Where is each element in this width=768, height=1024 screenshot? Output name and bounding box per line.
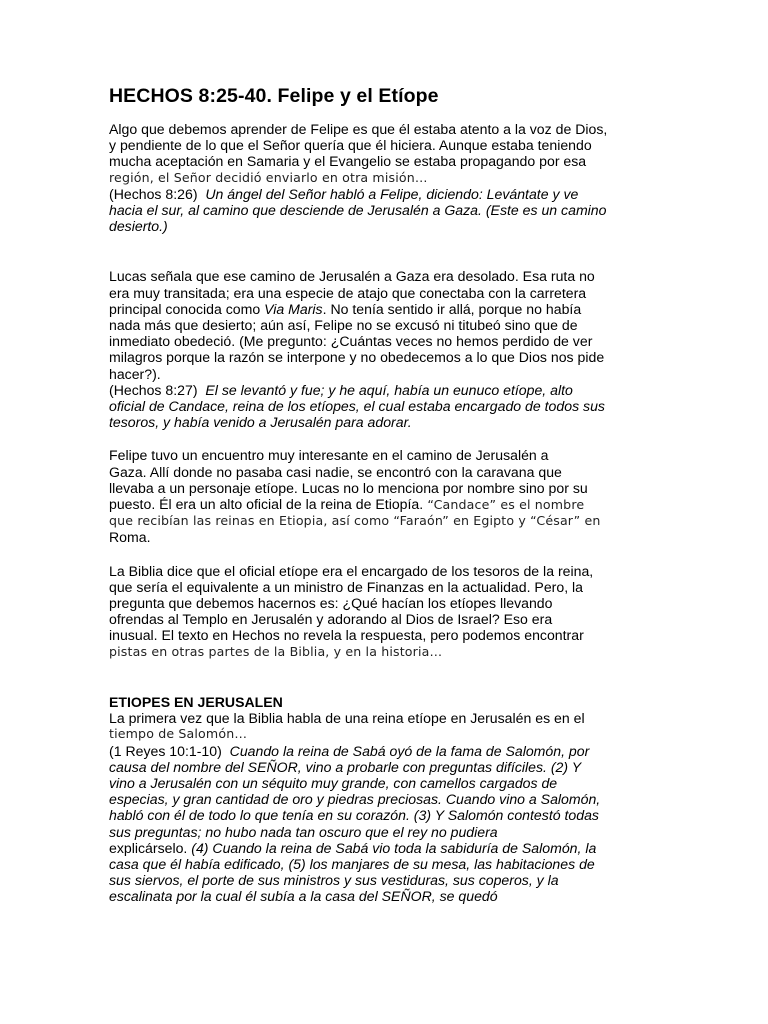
text-line: ofrendas al Templo en Jerusalén y adorando al Dios de Israel? Eso era bbox=[109, 611, 553, 628]
scripture-reference: (Hechos 8:26) bbox=[109, 185, 198, 202]
scripture-quote: sus preguntas; no hubo nada tan oscuro que el rey no pudiera bbox=[109, 823, 498, 840]
text-line: La Biblia dice que el oficial etíope era el encargado de los tesoros de la reina, bbox=[109, 562, 594, 579]
scripture-quote: desierto.) bbox=[109, 218, 168, 235]
text-line: llevaba a un personaje etíope. Lucas no lo menciona por nombre sino por su bbox=[109, 479, 588, 496]
paragraph-intro bbox=[109, 121, 661, 234]
scripture-line bbox=[109, 382, 661, 398]
scripture-quote: vino a Jerusalén con un séquito muy grande, con camellos cargados de bbox=[109, 774, 558, 791]
text-line: Gaza. Allí donde no pasaba casi nadie, se encontró con la caravana que bbox=[109, 463, 562, 480]
scripture-quote bbox=[109, 840, 661, 856]
scripture-reference: (1 Reyes 10:1-10) bbox=[109, 742, 222, 759]
scripture-quote: oficial de Candace, reina de los etíopes, el cual estaba encargado de todos sus bbox=[109, 398, 605, 415]
scripture-line bbox=[109, 743, 661, 759]
scripture-quote: Un ángel del Señor habló a Felipe, diciendo: Levántate y ve bbox=[205, 185, 579, 202]
text-span: casa que él había edificado, bbox=[109, 855, 285, 872]
section-ethiopians bbox=[109, 694, 661, 905]
text-line: que recibían las reinas en Etiopia, así como “Faraón” en Egipto y “César” en bbox=[109, 513, 601, 529]
text-line: era muy transitada; era una especie de atajo que conectaba con la carretera bbox=[109, 284, 587, 301]
text-span: (4) Cuando la reina de Sabá vio toda la sabiduría de Salomón, la bbox=[187, 839, 597, 856]
text-line bbox=[109, 496, 661, 513]
text-line: milagros porque la razón se interpone y no obedecemos a lo que Dios nos pide bbox=[109, 349, 605, 366]
text-line: Roma. bbox=[109, 529, 151, 546]
text-line: y pendiente de lo que el Señor quería que él hiciera. Aunque estaba teniendo bbox=[109, 137, 592, 154]
scripture-reference: (Hechos 8:27) bbox=[109, 381, 198, 398]
text-line bbox=[109, 301, 661, 317]
text-span: puesto. Él era un alto oficial de la reina de Etiopía. bbox=[109, 496, 424, 513]
text-line: Felipe tuvo un encuentro muy interesante en el camino de Jerusalén a bbox=[109, 447, 549, 464]
text-line: pregunta que debemos hacernos es: ¿Qué hacían los etíopes llevando bbox=[109, 595, 553, 612]
text-line: mucha aceptación en Samaria y el Evangelio se estaba propagando por esa bbox=[109, 153, 587, 170]
text-span: principal conocida como bbox=[109, 300, 265, 317]
text-line: Algo que debemos aprender de Felipe es que él estaba atento a la voz de Dios, bbox=[109, 121, 608, 137]
scripture-quote: El se levantó y fue; y he aquí, había un eunuco etíope, alto bbox=[205, 381, 573, 398]
scripture-line bbox=[109, 186, 661, 202]
scripture-quote: habló con él de todo lo que tenía en su corazón. (3) Y Salomón contestó todas bbox=[109, 807, 599, 824]
scripture-quote: Cuando la reina de Sabá oyó de la fama de Salomón, por bbox=[229, 742, 590, 759]
document-page bbox=[109, 84, 661, 905]
text-line: nada más que desierto; aún así, Felipe no se excusó ni titubeó sino que de bbox=[109, 317, 578, 334]
text-line: La primera vez que la Biblia habla de una reina etíope en Jerusalén es en el bbox=[109, 710, 585, 727]
text-line: hacer?). bbox=[109, 365, 161, 382]
section-heading: ETIOPES EN JERUSALEN bbox=[109, 693, 283, 710]
text-line: Lucas señala que ese camino de Jerusalén a Gaza era desolado. Esa ruta no bbox=[109, 268, 595, 285]
scripture-quote: escalinata por la cual él subía a la casa del SEÑOR, se quedó bbox=[109, 888, 498, 905]
text-line: que sería el equivalente a un ministro de Finanzas en la actualidad. Pero, la bbox=[109, 578, 583, 595]
text-span: “Candace” es el nombre bbox=[423, 497, 585, 513]
text-span: explicárselo. bbox=[109, 839, 188, 856]
paragraph-road bbox=[109, 268, 661, 430]
via-maris-term: Via Maris bbox=[264, 300, 323, 317]
text-line: pistas en otras partes de la Biblia, y en la historia… bbox=[109, 643, 443, 659]
scripture-quote: hacia el sur, al camino que desciende de Jerusalén a Gaza. (Este es un camino bbox=[109, 202, 607, 219]
scripture-quote bbox=[109, 856, 661, 872]
page-title: HECHOS 8:25-40. Felipe y el Etíope bbox=[109, 85, 439, 107]
scripture-quote: tesoros, y había venido a Jerusalén para adorar. bbox=[109, 414, 412, 431]
text-line: región, el Señor decidió enviarlo en otra misión… bbox=[109, 169, 428, 185]
paragraph-treasurer bbox=[109, 563, 661, 660]
text-span: (5) los manjares de su mesa, las habitaciones de bbox=[284, 855, 595, 872]
scripture-quote: sus siervos, el porte de sus ministros y sus vestiduras, sus coperos, y la bbox=[109, 872, 559, 889]
paragraph-encounter bbox=[109, 447, 661, 545]
scripture-quote: especias, y gran cantidad de oro y piedras preciosas. Cuando vino a Salomón, bbox=[109, 791, 601, 808]
scripture-quote: causa del nombre del SEÑOR, vino a probarle con preguntas difíciles. (2) Y bbox=[109, 758, 582, 775]
text-line: inmediato obedeció. (Me pregunto: ¿Cuántas veces no hemos perdido de ver bbox=[109, 333, 593, 350]
text-span: . No tenía sentido ir allá, porque no había bbox=[322, 300, 582, 317]
text-line: inusual. El texto en Hechos no revela la respuesta, pero podemos encontrar bbox=[109, 627, 584, 644]
text-line: tiempo de Salomón… bbox=[109, 726, 248, 742]
